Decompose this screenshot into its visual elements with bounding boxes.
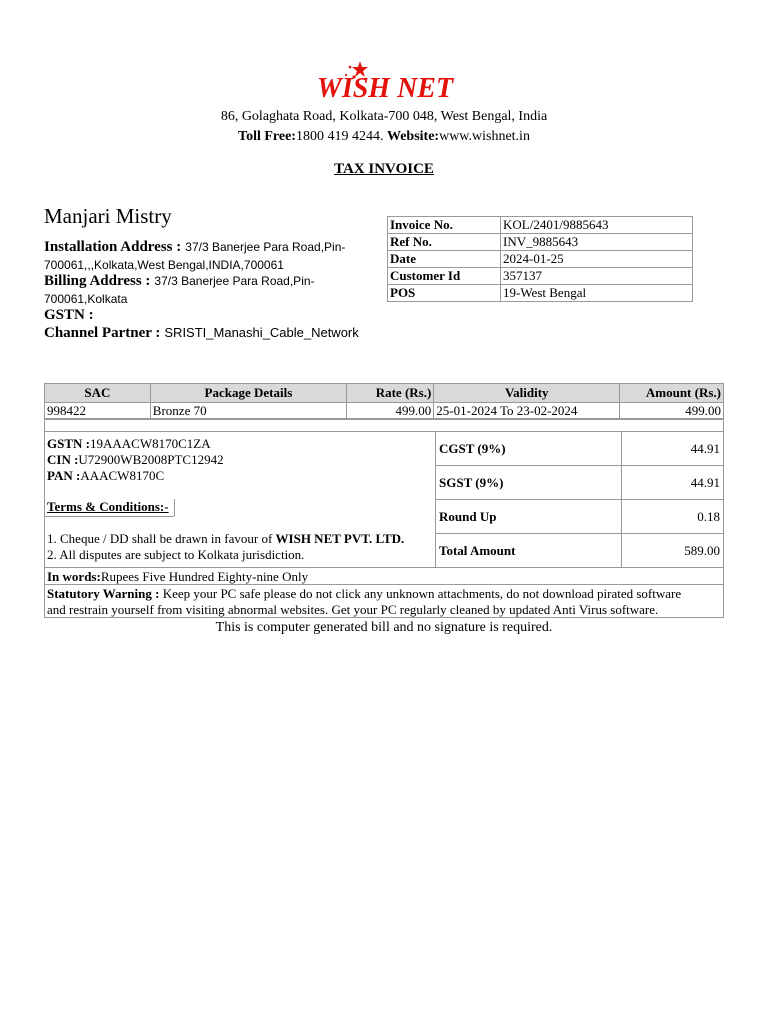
installation-address: [44, 238, 374, 274]
header-sac: SAC: [45, 384, 151, 403]
contact-line: [0, 129, 768, 145]
gstn-value: 19AAACW8170C1ZA: [89, 436, 211, 451]
divider: [44, 516, 174, 517]
total-amount-label: Total Amount: [439, 543, 516, 558]
logo-text: WISH NET: [316, 73, 454, 103]
info-row-customer-id: Customer Id 357137: [388, 268, 693, 285]
divider: [435, 499, 724, 500]
warning-label: Statutory Warning :: [47, 586, 160, 601]
billing-address-line2: 700061,Kolkata: [44, 292, 128, 306]
info-row-pos: POS 19-West Bengal: [388, 285, 693, 302]
toll-free-number: 1800 419 4244.: [295, 129, 384, 144]
divider: [435, 533, 724, 534]
sgst-label: SGST (9%): [439, 475, 504, 490]
items-header-row: [45, 384, 724, 403]
billing-address-label: Billing Address :: [44, 273, 151, 289]
gstn-label: GSTN :: [47, 436, 90, 451]
round-up-label: Round Up: [439, 509, 497, 524]
document-title: TAX INVOICE: [334, 161, 434, 177]
amount-in-words: [47, 569, 308, 585]
cell-amount: 499.00: [620, 403, 724, 420]
pan-value: AAACW8170C: [80, 468, 165, 483]
sgst-value: 44.91: [690, 475, 720, 490]
website-label: Website:: [386, 129, 440, 144]
pan-label: PAN :: [47, 468, 81, 483]
header-package: Package Details: [150, 384, 346, 403]
info-row-invoice-no: Invoice No. KOL/2401/9885643: [388, 217, 693, 234]
divider: [44, 431, 724, 432]
terms-line-1: 1. Cheque / DD shall be drawn in favour of: [47, 531, 273, 546]
cgst-value: 44.91: [690, 441, 720, 456]
cin-label: CIN :: [47, 452, 79, 467]
terms-title: Terms & Conditions:-: [47, 499, 169, 514]
customer-name: Manjari Mistry: [44, 204, 172, 228]
installation-address-label: Installation Address :: [44, 239, 182, 255]
warning-line1: Keep your PC safe please do not click any unknown attachments, do not download pirated software: [162, 586, 682, 601]
footer-note: This is computer generated bill and no signature is required.: [215, 620, 553, 635]
terms-lines: [47, 531, 404, 563]
website-link[interactable]: www.wishnet.in: [439, 129, 530, 144]
cgst-label: CGST (9%): [439, 441, 506, 456]
cell-sac: 998422: [45, 403, 151, 420]
table-row: [45, 403, 724, 420]
divider: [44, 567, 724, 568]
cell-validity: 25-01-2024 To 23-02-2024: [434, 403, 620, 420]
divider: [435, 465, 724, 466]
warning-line2: and restrain yourself from visiting abnormal websites. Get your PC regularly cleaned by updated Anti Virus software.: [47, 602, 659, 617]
statutory-warning: [47, 586, 723, 618]
toll-free-label: Toll Free:: [238, 129, 296, 144]
total-amount-value: 589.00: [684, 543, 720, 558]
header-amount: Amount (Rs.): [620, 384, 724, 403]
billing-address-line1: 37/3 Banerjee Para Road,Pin-: [154, 274, 315, 288]
header-rate: Rate (Rs.): [346, 384, 433, 403]
divider: [174, 499, 175, 516]
round-up-value: 0.18: [697, 509, 720, 524]
terms-payee: WISH NET PVT. LTD.: [275, 531, 405, 546]
in-words-label: In words:: [47, 569, 101, 584]
items-table: [44, 383, 724, 420]
installation-address-line2: 700061,,,Kolkata,West Bengal,INDIA,700061: [44, 258, 284, 272]
channel-partner-label: Channel Partner :: [44, 325, 161, 341]
customer-gstn-label: GSTN :: [44, 307, 94, 323]
cell-rate: 499.00: [346, 403, 433, 420]
cin-value: U72900WB2008PTC12942: [78, 452, 224, 467]
company-address: 86, Golaghata Road, Kolkata-700 048, West Bengal, India: [220, 109, 548, 124]
channel-partner-value: SRISTI_Manashi_Cable_Network: [164, 325, 359, 340]
company-ids: [47, 436, 224, 484]
installation-address-line1: 37/3 Banerjee Para Road,Pin-: [185, 240, 346, 254]
info-row-date: Date 2024-01-25: [388, 251, 693, 268]
invoice-info-table: [387, 216, 693, 302]
info-row-ref-no: Ref No. INV_9885643: [388, 234, 693, 251]
channel-partner: [44, 324, 359, 342]
wishnet-logo: [300, 55, 470, 103]
terms-line-2: 2. All disputes are subject to Kolkata jurisdiction.: [47, 547, 305, 562]
header-validity: Validity: [434, 384, 620, 403]
in-words-value: Rupees Five Hundred Eighty-nine Only: [100, 569, 309, 584]
cell-package: Bronze 70: [150, 403, 346, 420]
billing-address: [44, 272, 374, 308]
